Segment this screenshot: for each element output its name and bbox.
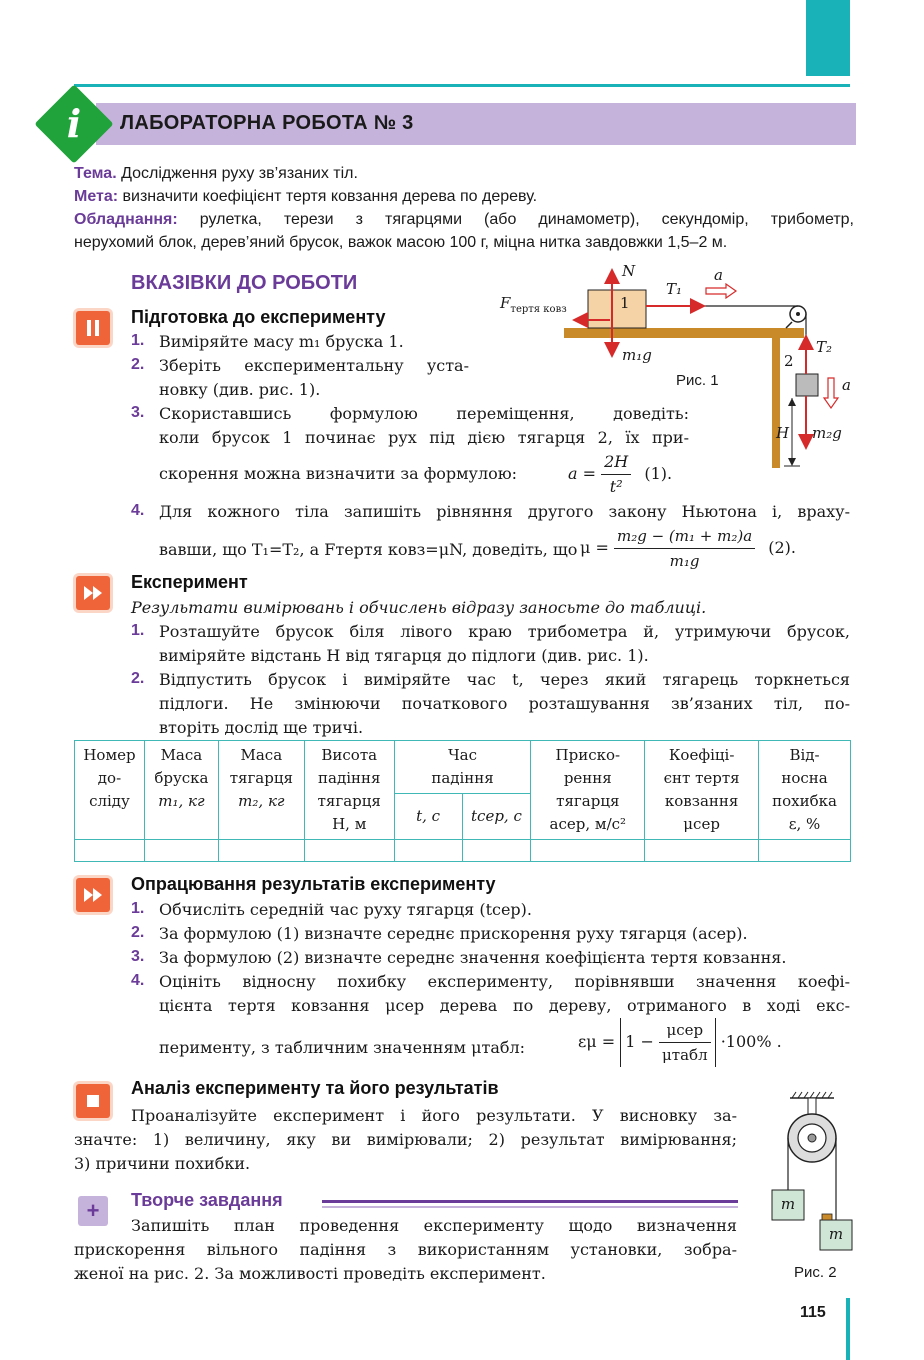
analysis-line1: Проаналізуйте експеримент і його результати. У висновку за- (131, 1106, 737, 1125)
intro-topic (74, 163, 854, 185)
tribometer-leg (772, 338, 780, 468)
fig1-label-a-side: a (842, 376, 851, 394)
top-accent-bar (806, 0, 850, 76)
prep-step-4-line2: вавши, що T₁=T₂, а Fтертя ковз=μN, доведіть, що (159, 540, 578, 559)
formula3-lhs: εμ = (578, 1032, 616, 1051)
prep-step-3-line1: Скориставшись формулою переміщення, доведіть: (159, 404, 689, 423)
formula2-ref: (2). (768, 538, 796, 557)
prep-step-2-line2: новку (див. рис. 1). (159, 380, 321, 399)
creative-rule-bottom (322, 1206, 738, 1208)
creative-line2: прискорення вільного падіння з використанням установки, зобра- (74, 1240, 737, 1259)
topic-text: Дослідження руху зв’язаних тіл. (121, 165, 358, 182)
header-error: Від- носна похибка ε, % (759, 741, 851, 840)
formula-2 (580, 524, 796, 573)
topic-label: Тема. (74, 165, 117, 182)
fig1-label-N: N (622, 262, 636, 280)
creative-title: Творче завдання (131, 1190, 283, 1210)
figure-2-caption: Рис. 2 (794, 1264, 837, 1281)
weight-2 (796, 374, 818, 396)
formula3-rhs: ·100% . (720, 1032, 782, 1051)
extra-weight (822, 1214, 832, 1220)
tribometer-board (564, 328, 804, 338)
exp-step-number-1: 1. (131, 622, 145, 639)
prep-step-2-line1: Зберіть експериментальну уста- (159, 356, 469, 375)
goal-label: Мета: (74, 188, 119, 205)
creative-line1: Запишіть план проведення експерименту щодо визначення (131, 1216, 737, 1235)
header-time-avg: tсер, с (462, 794, 531, 840)
header-height: Висота падіння тягарця H, м (304, 741, 394, 840)
experiment-title: Експеримент (131, 572, 248, 592)
exp-step-1-line2: виміряйте відстань H від тягарця до підлоги (див. рис. 1). (159, 646, 649, 665)
figure-1-caption: Рис. 1 (676, 372, 719, 389)
intro-equipment (74, 209, 854, 231)
formula1-lhs: a = (568, 464, 597, 483)
block-1 (588, 290, 646, 328)
header-block-mass: Маса бруска m₁, кг (144, 741, 218, 840)
exp-step-2-line1: Відпустить брусок і виміряйте час t, через який тягарець торкнеться (159, 670, 850, 689)
formula3-one: 1 − (625, 1032, 654, 1051)
analysis-line2: значте: 1) величину, яку ви вимірювали; 2) результат вимірювання; (74, 1130, 737, 1149)
analysis-title: Аналіз експерименту та його результатів (131, 1078, 499, 1098)
prep-step-number-4: 4. (131, 502, 145, 519)
page-number-bar (846, 1298, 850, 1360)
formula1-ref: (1). (644, 464, 673, 483)
formula3-fraction (659, 1018, 711, 1067)
stop-icon (76, 1084, 110, 1118)
acceleration-arrow-icon (706, 284, 736, 298)
formula2-fraction (614, 524, 755, 573)
page-number: 115 (800, 1304, 826, 1321)
play-icon-processing (76, 878, 110, 912)
formula2-numerator: m₂g − (m₁ + m₂)a (614, 524, 755, 549)
header-time-t: t, с (394, 794, 462, 840)
prep-step-number-3: 3. (131, 404, 145, 421)
intro-goal (74, 186, 854, 208)
fig1-label-block1: 1 (620, 294, 630, 312)
proc-step-4-line2: цієнта тертя ковзання μсер дерева по дереву, отриманого в ході екс- (159, 996, 850, 1015)
exp-step-1-line1: Розташуйте брусок біля лівого краю трибометра й, утримуючи брусок, (159, 622, 850, 641)
fig1-label-T1: T₁ (666, 280, 683, 298)
proc-step-number-4: 4. (131, 972, 145, 989)
proc-step-number-3: 3. (131, 948, 145, 965)
creative-rule-top (322, 1200, 738, 1203)
proc-step-number-2: 2. (131, 924, 145, 941)
formula3-abs (620, 1018, 715, 1067)
formula3-numerator: μсер (659, 1018, 711, 1043)
proc-step-3: За формулою (2) визначте середнє значення коефіцієнта тертя ковзання. (159, 948, 787, 967)
pause-icon (76, 311, 110, 345)
header-coefficient: Коефіці- єнт тертя ковзання μсер (645, 741, 759, 840)
fig1-label-2: 2 (784, 352, 794, 370)
creative-line3: женої на рис. 2. За можливості проведіть експеримент. (74, 1264, 546, 1283)
goal-text: визначити коефіцієнт тертя ковзання дерева по дереву. (122, 188, 538, 205)
proc-step-4-line1: Оцініть відносну похибку експерименту, порівнявши значення коефі- (159, 972, 850, 991)
fig1-label-friction: $F_{тертя ковз}$ (500, 294, 567, 315)
formula2-denominator: m₁g (669, 552, 700, 570)
prep-step-number-2: 2. (131, 356, 145, 373)
header-exp-no: Номер до- сліду (75, 741, 145, 840)
play-icon (76, 576, 110, 610)
fig1-label-T2: T₂ (816, 338, 833, 356)
proc-step-4-line3: перименту, з табличним значенням μтабл: (159, 1038, 526, 1057)
prep-step-number-1: 1. (131, 332, 145, 349)
equipment-line1: рулетка, терези з тягарцями (або динамометр), секундомір, трибометр, (199, 211, 854, 228)
fig1-label-H: H (776, 424, 790, 442)
experiment-note: Результати вимірювань і обчислень відразу заносьте до таблиці. (131, 598, 707, 617)
results-table (74, 740, 851, 862)
formula-3 (578, 1018, 782, 1067)
fig2-mass-right-label: m (828, 1225, 844, 1243)
header-time: Час падіння (394, 741, 531, 794)
proc-step-2: За формулою (1) визначте середнє прискорення руху тягарця (aсер). (159, 924, 748, 943)
instructions-title: ВКАЗІВКИ ДО РОБОТИ (131, 272, 358, 294)
fig1-label-m2g: m₂g (812, 424, 842, 442)
prep-step-3-line2: коли брусок 1 починає рух під дією тягарця 2, їх при- (159, 428, 689, 447)
proc-step-number-1: 1. (131, 900, 145, 917)
formula1-denominator: t² (609, 477, 623, 496)
table-row (75, 840, 851, 862)
exp-step-number-2: 2. (131, 670, 145, 687)
equipment-line2: нерухомий блок, дерев’яний брусок, важок масою 100 г, міцна нитка завдовжки 1,5–2 м. (74, 234, 728, 251)
prep-step-4-line1: Для кожного тіла запишіть рівняння другого закону Ньютона і, враху- (159, 502, 850, 521)
exp-step-2-line3: вторіть дослід ще тричі. (159, 718, 364, 737)
fig1-label-friction-sub: тертя ковз (510, 304, 567, 315)
preparation-title: Підготовка до експерименту (131, 307, 386, 327)
fig2-mass-left-label: m (780, 1195, 796, 1213)
prep-step-1: Виміряйте масу m₁ бруска 1. (159, 332, 404, 351)
formula3-denominator: μтабл (662, 1046, 708, 1064)
header-weight-mass: Маса тягарця m₂, кг (218, 741, 304, 840)
exp-step-2-line2: підлоги. Не змінюючи початкового розташування зв’язаних тіл, по- (159, 694, 850, 713)
info-letter: i (66, 101, 82, 146)
top-rule (74, 84, 850, 87)
fig1-label-a-top: a (714, 266, 723, 284)
processing-title: Опрацювання результатів експерименту (131, 874, 496, 894)
analysis-line3: 3) причини похибки. (74, 1154, 251, 1173)
header-acceleration: Приско- рення тягарця aсер, м/с² (531, 741, 645, 840)
lab-title: ЛАБОРАТОРНА РОБОТА № 3 (120, 112, 414, 134)
proc-step-1: Обчисліть середній час руху тягарця (tсер). (159, 900, 532, 919)
fig1-label-m1g: m₁g (622, 346, 652, 364)
prep-step-3-line3: скорення можна визначити за формулою: (159, 464, 518, 483)
table-header-row (75, 741, 851, 794)
plus-icon: + (78, 1196, 108, 1226)
equipment-label: Обладнання: (74, 211, 178, 228)
formula1-numerator: 2H (601, 450, 631, 475)
formula2-lhs: μ = (580, 538, 609, 557)
